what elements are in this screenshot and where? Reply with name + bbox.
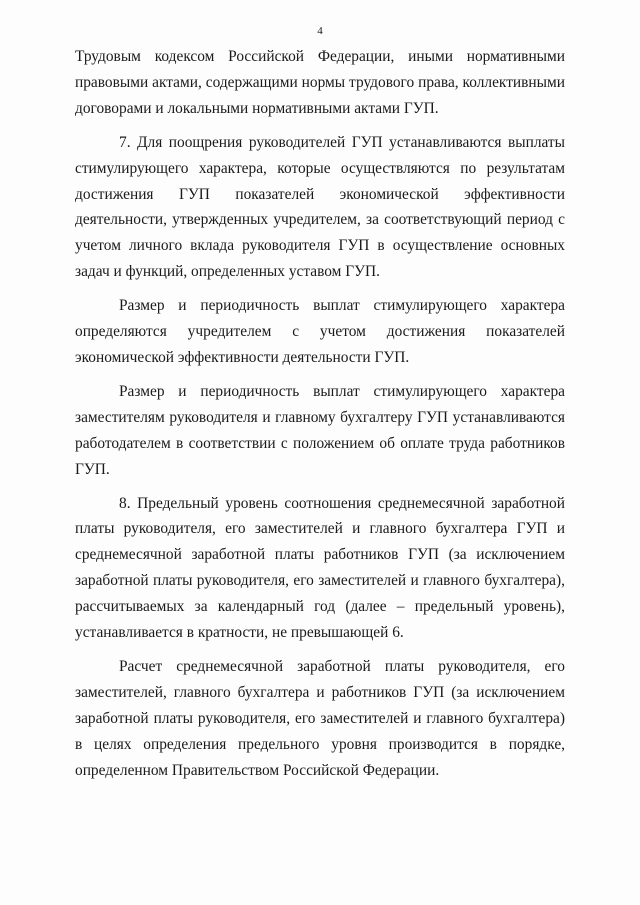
paragraph-clause-7-deputies: Размер и периодичность выплат стимулирующего характера заместителям руководителя и главному бухгалтеру ГУП устанавливаются работодателем в соответствии с положением об оплате труда работников ГУП. (75, 382, 565, 478)
paragraph-clause-7: 7. Для поощрения руководителей ГУП устанавливаются выплаты стимулирующего характера, которые осуществляются по результатам достижения ГУП показателей экономической эффективности деятельности, утвержденных учредителем, за соответствующий период с учетом личного вклада руководителя ГУП в осуществление основных задач и функций, определенных уставом ГУП. (75, 133, 565, 281)
page-number: 4 (317, 25, 323, 37)
paragraph-clause-7-size: Размер и периодичность выплат стимулирующего характера определяются учредителем с учетом достижения показателей экономической эффективности деятельности ГУП. (75, 297, 565, 366)
paragraph-continuation: Трудовым кодексом Российской Федерации, иными нормативными правовыми актами, содержащими нормы трудового права, коллективными договорами и локальными нормативными актами ГУП. (75, 48, 565, 117)
paragraph-clause-8: 8. Предельный уровень соотношения среднемесячной заработной платы руководителя, его заместителей и главного бухгалтера ГУП и среднемесячной заработной платы работников ГУП (за исключением заработной платы руководителя, его заместителей и главного бухгалтера), рассчитываемых за календарный год (далее – предельный уровень), устанавливается в кратности, не превышающей 6. (75, 494, 565, 642)
paragraph-clause-8-calculation: Расчет среднемесячной заработной платы руководителя, его заместителей, главного бухгалтера и работников ГУП (за исключением заработной платы руководителя, его заместителей и главного бухгалтера) в целях определения предельного уровня производится в порядке, определенном Правительством Российской Федерации. (75, 657, 565, 779)
document-body (75, 44, 565, 783)
